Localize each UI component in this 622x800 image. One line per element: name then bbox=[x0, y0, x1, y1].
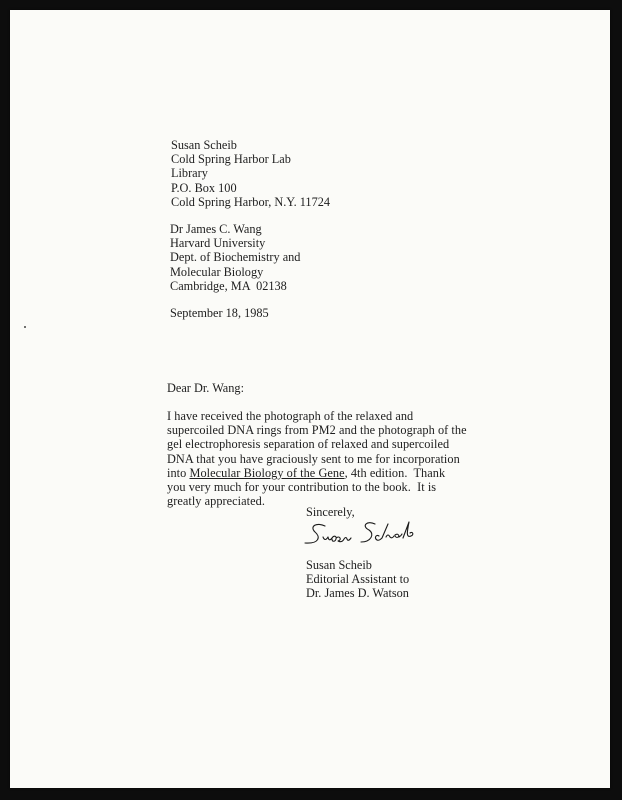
body-line-prefix: into bbox=[167, 465, 190, 480]
body-line: gel electrophoresis separation of relaxed and supercoiled bbox=[167, 437, 450, 452]
body-line: supercoiled DNA rings from PM2 and the photograph of the bbox=[167, 423, 467, 438]
sender-org: Cold Spring Harbor Lab bbox=[171, 152, 291, 167]
signature-block bbox=[306, 558, 409, 601]
sender-name: Susan Scheib bbox=[171, 138, 237, 152]
sender-pobox: P.O. Box 100 bbox=[171, 180, 237, 195]
body-line: DNA that you have graciously sent to me for incorporation bbox=[167, 451, 460, 466]
recipient-address bbox=[170, 222, 300, 293]
closing-text: Sincerely, bbox=[306, 505, 355, 519]
signer-for: Dr. James D. Watson bbox=[306, 586, 409, 601]
letter-page bbox=[10, 10, 610, 788]
signer-title: Editorial Assistant to bbox=[306, 572, 410, 587]
margin-mark bbox=[24, 326, 26, 328]
body-line: I have received the photograph of the relaxed and bbox=[167, 409, 414, 423]
recipient-city: Cambridge, MA 02138 bbox=[170, 278, 287, 293]
salutation bbox=[167, 381, 244, 395]
recipient-name: Dr James C. Wang bbox=[170, 222, 262, 236]
handwritten-signature bbox=[295, 512, 445, 552]
salutation-text: Dear Dr. Wang: bbox=[167, 381, 244, 395]
sender-dept: Library bbox=[171, 166, 208, 181]
recipient-dept-cont: Molecular Biology bbox=[170, 264, 264, 279]
letter-date bbox=[170, 306, 269, 320]
recipient-org: Harvard University bbox=[170, 236, 266, 251]
recipient-dept: Dept. of Biochemistry and bbox=[170, 250, 301, 265]
body-line: greatly appreciated. bbox=[167, 494, 265, 509]
signer-name: Susan Scheib bbox=[306, 558, 372, 572]
date-text: September 18, 1985 bbox=[170, 306, 269, 320]
book-title: Molecular Biology of the Gene bbox=[189, 465, 345, 480]
body-line-suffix: , 4th edition. Thank bbox=[344, 465, 446, 480]
body-line: you very much for your contribution to the book. It is bbox=[167, 480, 437, 495]
sender-address bbox=[171, 138, 330, 209]
letter-body bbox=[167, 409, 467, 508]
body-line bbox=[167, 466, 467, 480]
sender-city: Cold Spring Harbor, N.Y. 11724 bbox=[171, 194, 331, 209]
